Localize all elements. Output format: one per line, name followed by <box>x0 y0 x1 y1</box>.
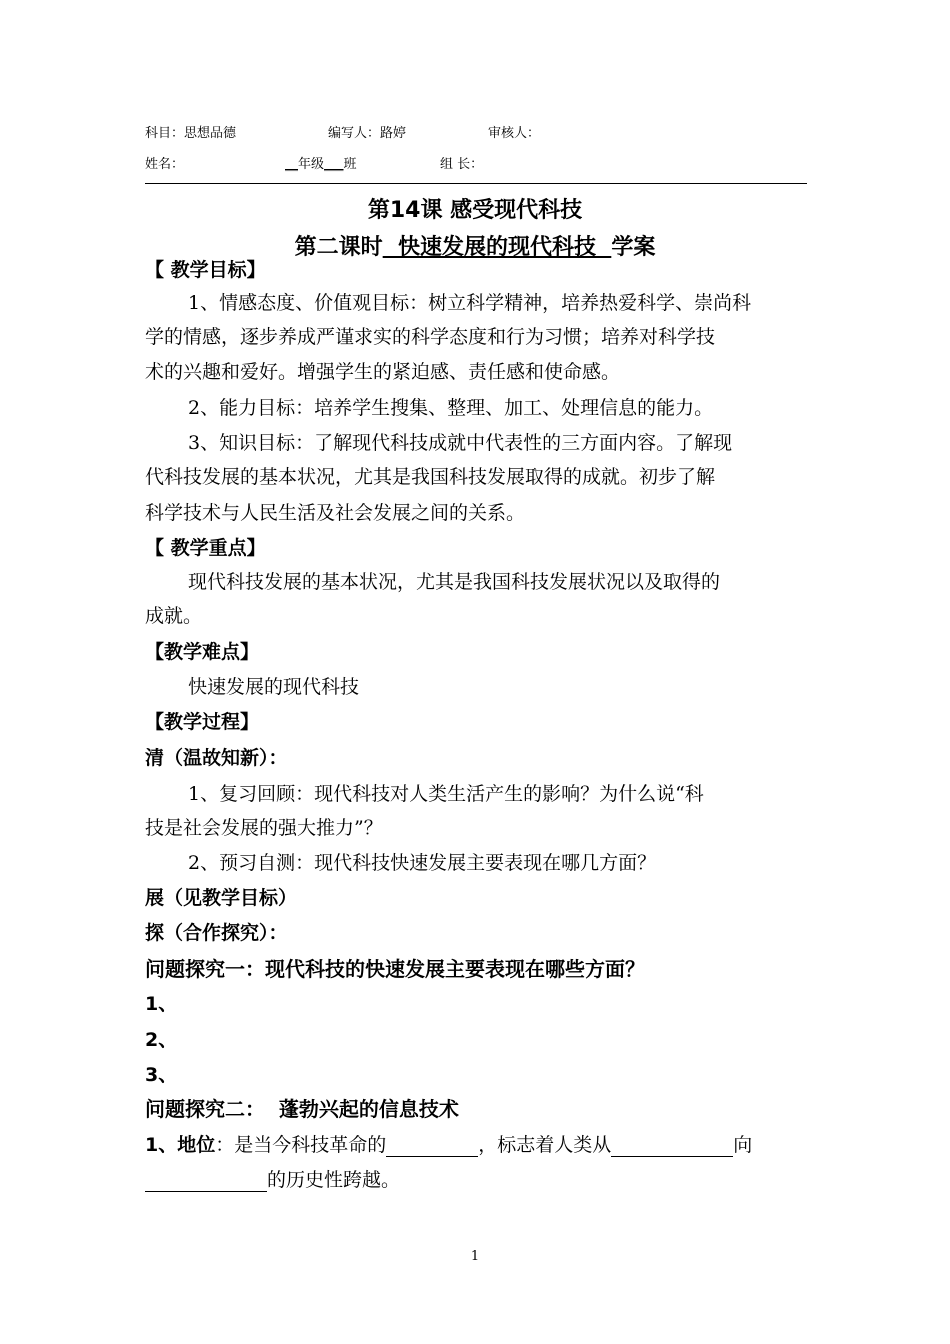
focus-heading: 【 教学重点】 <box>145 537 266 559</box>
grade-blank: __ <box>285 157 298 172</box>
difficulty-line-1: 快速发展的现代科技 <box>188 676 360 698</box>
fill-blank-1[interactable] <box>386 1136 478 1157</box>
explore-heading: 探（合作探究）： <box>145 922 288 944</box>
difficulty-heading: 【教学难点】 <box>145 641 260 663</box>
question-1-heading: 问题探究一：现代科技的快速发展主要表现在哪些方面？ <box>145 957 645 981</box>
q2-text-1: ：是当今科技革命的 <box>215 1134 387 1156</box>
review-heading: 清（温故知新）： <box>145 747 288 769</box>
q2-text-3: 向 <box>733 1134 753 1156</box>
period-suffix: 学案 <box>611 235 656 260</box>
question-1-item-1: 1、 <box>145 993 178 1015</box>
header-grade-class <box>285 153 357 172</box>
grade-label: 年级 <box>298 157 325 172</box>
period-prefix: 第二课时 <box>294 235 383 260</box>
review-line-1: 1、复习回顾：现代科技对人类生活产生的影响？为什么说“科 <box>188 783 704 805</box>
goals-line-5: 3、知识目标：了解现代科技成就中代表性的三方面内容。了解现 <box>188 432 733 454</box>
class-label: 班 <box>343 157 357 172</box>
goals-line-7: 科学技术与人民生活及社会发展之间的关系。 <box>145 502 526 524</box>
fill-blank-3[interactable] <box>145 1171 267 1192</box>
process-heading: 【教学过程】 <box>145 711 260 733</box>
header-reviewer: 审核人： <box>488 126 541 141</box>
goals-line-6: 代科技发展的基本状况，尤其是我国科技发展取得的成就。初步了解 <box>145 466 716 488</box>
period-title <box>0 230 950 261</box>
review-line-3: 2、预习自测：现代科技快速发展主要表现在哪几方面？ <box>188 852 657 874</box>
q2-text-2: ，标志着人类从 <box>478 1134 612 1156</box>
goals-heading: 【 教学目标】 <box>145 259 266 281</box>
fill-blank-2[interactable] <box>611 1136 733 1157</box>
header-author: 编写人：路婷 <box>328 126 407 141</box>
focus-line-1: 现代科技发展的基本状况，尤其是我国科技发展状况以及取得的 <box>188 571 721 593</box>
page-number: 1 <box>470 1249 480 1264</box>
period-topic: 快速发展的现代科技 <box>382 235 612 260</box>
question-1-item-2: 2、 <box>145 1029 178 1051</box>
question-1-item-3: 3、 <box>145 1064 178 1086</box>
goals-line-1: 1、情感态度、价值观目标：树立科学精神，培养热爱科学、崇尚科 <box>188 292 752 314</box>
header-divider <box>145 183 807 184</box>
question-2-line-1 <box>145 1133 752 1157</box>
show-heading: 展（见教学目标） <box>145 887 298 909</box>
goals-line-4: 2、能力目标：培养学生搜集、整理、加工、处理信息的能力。 <box>188 397 714 419</box>
goals-line-3: 术的兴趣和爱好。增强学生的紧迫感、责任感和使命感。 <box>145 361 621 383</box>
question-2-heading: 问题探究二： 蓬勃兴起的信息技术 <box>145 1097 459 1121</box>
q2-text-4: 的历史性跨越。 <box>267 1169 401 1191</box>
question-2-line-2 <box>145 1168 400 1192</box>
review-line-2: 技是社会发展的强大推力”？ <box>145 817 383 839</box>
focus-line-2: 成就。 <box>145 605 203 627</box>
q2-label: 1、地位 <box>145 1134 216 1156</box>
class-blank: ___ <box>324 157 344 172</box>
lesson-title: 第14课 感受现代科技 <box>367 198 583 223</box>
header-subject: 科目：思想品德 <box>145 126 237 141</box>
header-name: 姓名： <box>145 157 185 172</box>
goals-line-2: 学的情感，逐步养成严谨求实的科学态度和行为习惯；培养对科学技 <box>145 326 716 348</box>
header-group-leader: 组 长： <box>440 157 484 172</box>
